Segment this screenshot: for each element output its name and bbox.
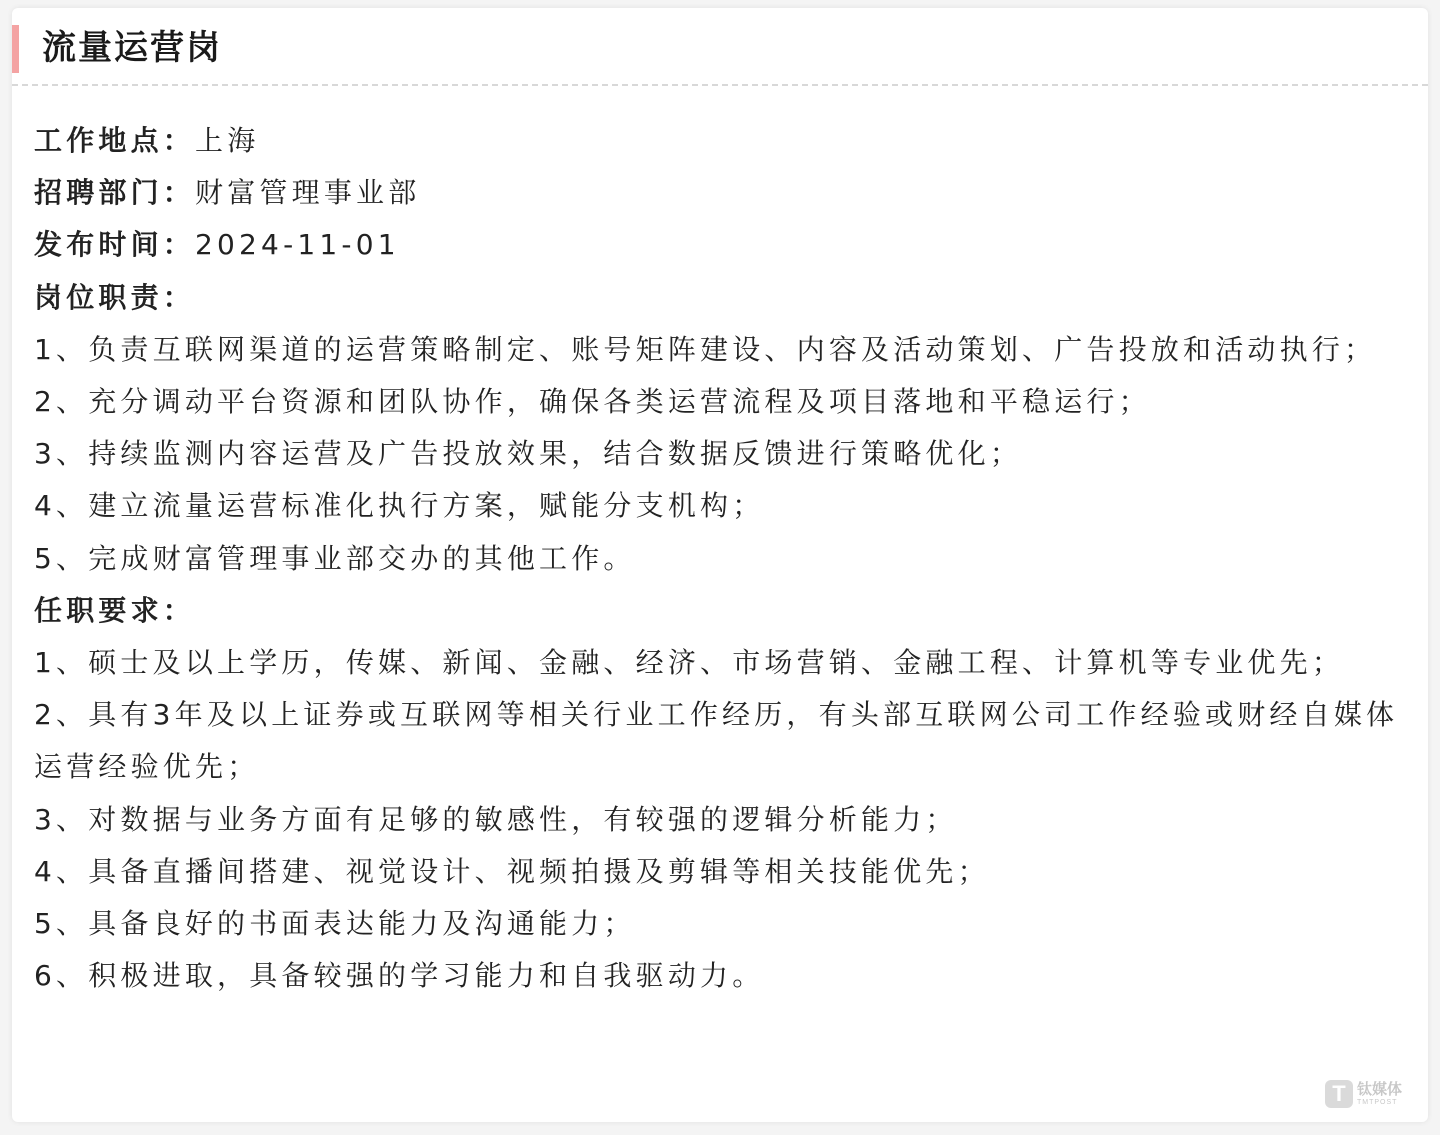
accent-bar (12, 25, 19, 73)
info-label: 工作地点： (34, 124, 196, 157)
responsibility-item: 3、持续监测内容运营及广告投放效果，结合数据反馈进行策略优化； (34, 437, 1023, 471)
info-label: 招聘部门： (34, 176, 196, 210)
info-location (34, 115, 1406, 167)
responsibility-item: 1、负责互联网渠道的运营策略制定、账号矩阵建设、内容及活动策划、广告投放和活动执行； (34, 332, 1377, 366)
job-posting-card (12, 8, 1428, 1122)
info-label: 发布时间： (34, 228, 196, 262)
responsibility-item: 5、完成财富管理事业部交办的其他工作。 (34, 541, 636, 575)
job-details (34, 115, 1406, 1002)
requirement-item: 2、具有3年及以上证券或互联网等相关行业工作经历，有头部互联网公司工作经验或财经自媒体运营经验优先； (34, 698, 1399, 784)
tmtpost-logo-icon: T (1325, 1080, 1353, 1108)
watermark-name-en: TMTPOST (1356, 1099, 1398, 1106)
requirement-item: 4、具备直播间搭建、视觉设计、视频拍摄及剪辑等相关技能优先； (34, 854, 990, 888)
info-department (34, 167, 1406, 219)
responsibility-item: 2、充分调动平台资源和团队协作，确保各类运营流程及项目落地和平稳运行； (34, 385, 1151, 419)
job-title: 流量运营岗 (42, 28, 222, 68)
info-value: 财富管理事业部 (195, 176, 421, 210)
watermark-name-cn: 钛媒体 (1356, 1081, 1402, 1098)
responsibility-item: 4、建立流量运营标准化执行方案，赋能分支机构； (34, 489, 765, 523)
info-publish-date (34, 219, 1406, 271)
tmtpost-watermark (1325, 1080, 1402, 1108)
requirement-item: 6、积极进取，具备较强的学习能力和自我驱动力。 (34, 959, 765, 993)
requirements-heading: 任职要求： (34, 593, 196, 627)
info-value: 2024-11-01 (195, 228, 400, 262)
info-value: 上海 (195, 124, 260, 157)
requirement-item: 1、硕士及以上学历，传媒、新闻、金融、经济、市场营销、金融工程、计算机等专业优先； (34, 646, 1345, 680)
watermark-text (1357, 1082, 1402, 1106)
responsibilities-heading: 岗位职责： (34, 280, 196, 314)
requirement-item: 5、具备良好的书面表达能力及沟通能力； (34, 907, 636, 941)
card-header (12, 8, 1428, 86)
requirement-item: 3、对数据与业务方面有足够的敏感性，有较强的逻辑分析能力； (34, 802, 958, 836)
